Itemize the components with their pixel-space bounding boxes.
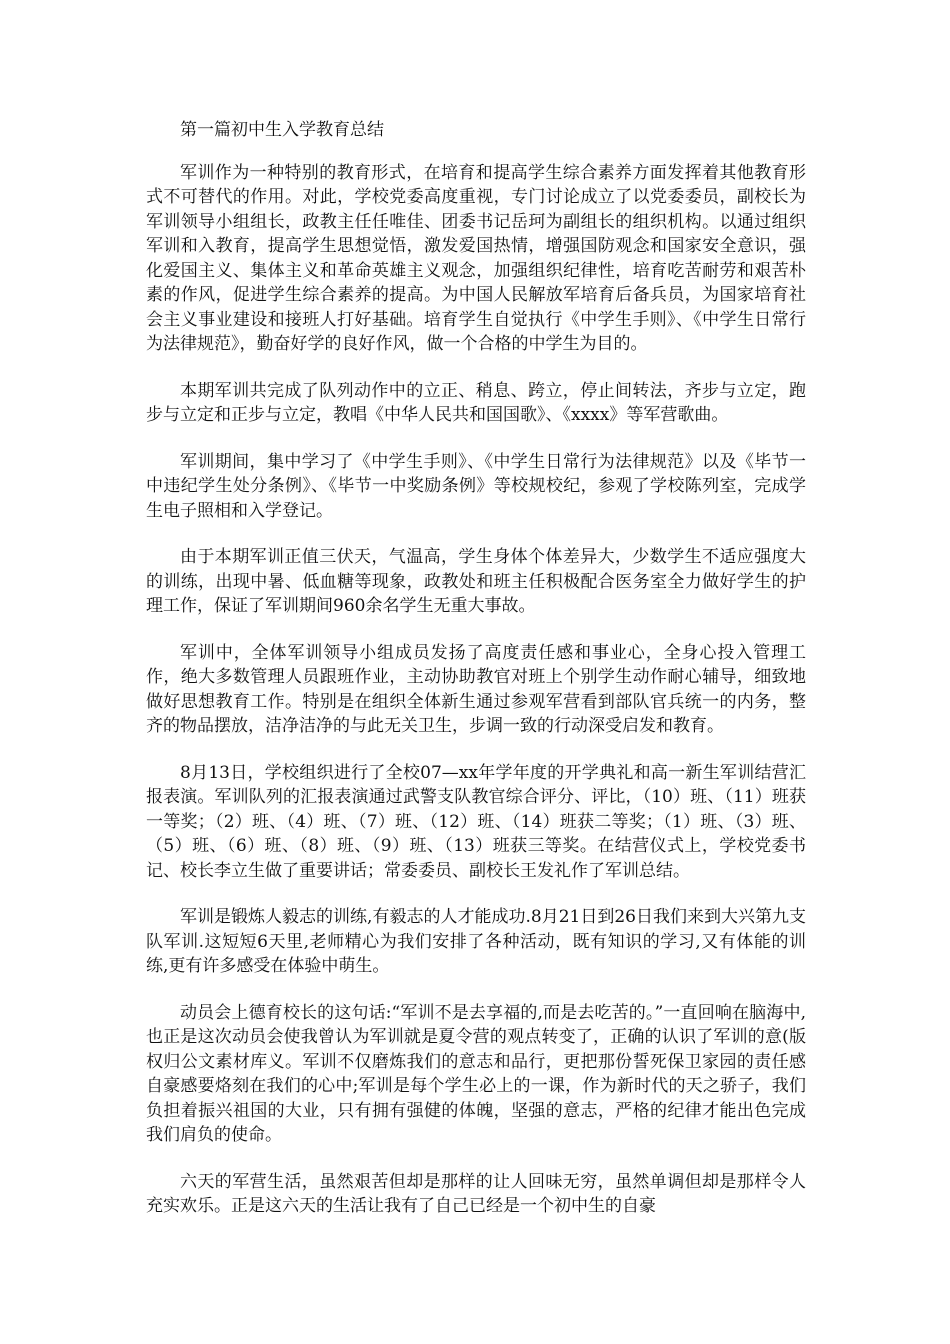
- paragraph-7: 军训是锻炼人毅志的训练,有毅志的人才能成功.8月21日到26日我们来到大兴第九支队军训.这短短6天里,老师精心为我们安排了各种活动，既有知识的学习,又有体能的训练,更有许多感受在体验中萌生。: [146, 907, 806, 976]
- document-title: 第一篇初中生入学教育总结: [180, 120, 384, 140]
- paragraph-8: 动员会上德育校长的这句话:“军训不是去享福的,而是去吃苦的。”一直回响在脑海中,也正是这次动员会使我曾认为军训就是夏令营的观点转变了，正确的认识了军训的意(版权归公文素材库义。军训不仅磨炼我们的意志和品行，更把那份誓死保卫家园的责任感自豪感要烙刻在我们的心中;军训是每个学生必上的一课，作为新时代的天之骄子，我们负担着振兴祖国的大业，只有拥有强健的体魄，坚强的意志，严格的纪律才能出色完成我们肩负的使命。: [146, 1002, 806, 1145]
- paragraph-9: 六天的军营生活，虽然艰苦但却是那样的让人回味无穷，虽然单调但却是那样令人充实欢乐。正是这六天的生活让我有了自己已经是一个初中生的自豪: [146, 1171, 806, 1216]
- document-body: [146, 118, 806, 1241]
- paragraph-6: 8月13日，学校组织进行了全校07—xx年学年度的开学典礼和高一新生军训结营汇报表演。军训队列的汇报表演通过武警支队教官综合评分、评比，（10）班、（11）班获一等奖；（2）班、（4）班、（7）班、（12）班、（14）班获二等奖；（1）班、（3）班、（5）班、（6）班、（8）班、（9）班、（13）班获三等奖。在结营仪式上，学校党委书记、校长李立生做了重要讲话；常委委员、副校长王发礼作了军训总结。: [146, 762, 806, 881]
- paragraph-4: 由于本期军训正值三伏天，气温高，学生身体个体差异大，少数学生不适应强度大的训练，出现中暑、低血糖等现象，政教处和班主任积极配合医务室全力做好学生的护理工作，保证了军训期间960余名学生无重大事故。: [146, 547, 806, 616]
- paragraph-2: 本期军训共完成了队列动作中的立正、稍息、跨立，停止间转法，齐步与立定，跑步与立定和正步与立定，教唱《中华人民共和国国歌》、《xxxx》等军营歌曲。: [146, 380, 806, 425]
- paragraph-1: 军训作为一种特别的教育形式，在培育和提高学生综合素养方面发挥着其他教育形式不可替代的作用。对此，学校党委高度重视，专门讨论成立了以党委委员，副校长为军训领导小组组长，政教主任任唯佳、团委书记岳珂为副组长的组织机构。以通过组织军训和入教育，提高学生思想觉悟，激发爱国热情，增强国防观念和国家安全意识，强化爱国主义、集体主义和革命英雄主义观念，加强组织纪律性，培育吃苦耐劳和艰苦朴素的作风，促进学生综合素养的提高。为中国人民解放军培育后备兵员，为国家培育社会主义事业建设和接班人打好基础。培育学生自觉执行《中学生手则》、《中学生日常行为法律规范》，勤奋好学的良好作风，做一个合格的中学生为目的。: [146, 162, 806, 354]
- paragraph-3: 军训期间，集中学习了《中学生手则》、《中学生日常行为法律规范》以及《毕节一中违纪学生处分条例》、《毕节一中奖励条例》等校规校纪，参观了学校陈列室，完成学生电子照相和入学登记。: [146, 451, 806, 521]
- paragraph-5: 军训中，全体军训领导小组成员发扬了高度责任感和事业心，全身心投入管理工作，绝大多数管理人员跟班作业，主动协助教官对班上个别学生动作耐心辅导，细致地做好思想教育工作。特别是在组织全体新生通过参观军营看到部队官兵统一的内务，整齐的物品摆放，洁净洁净的与此无关卫生，步调一致的行动深受启发和教育。: [146, 642, 806, 736]
